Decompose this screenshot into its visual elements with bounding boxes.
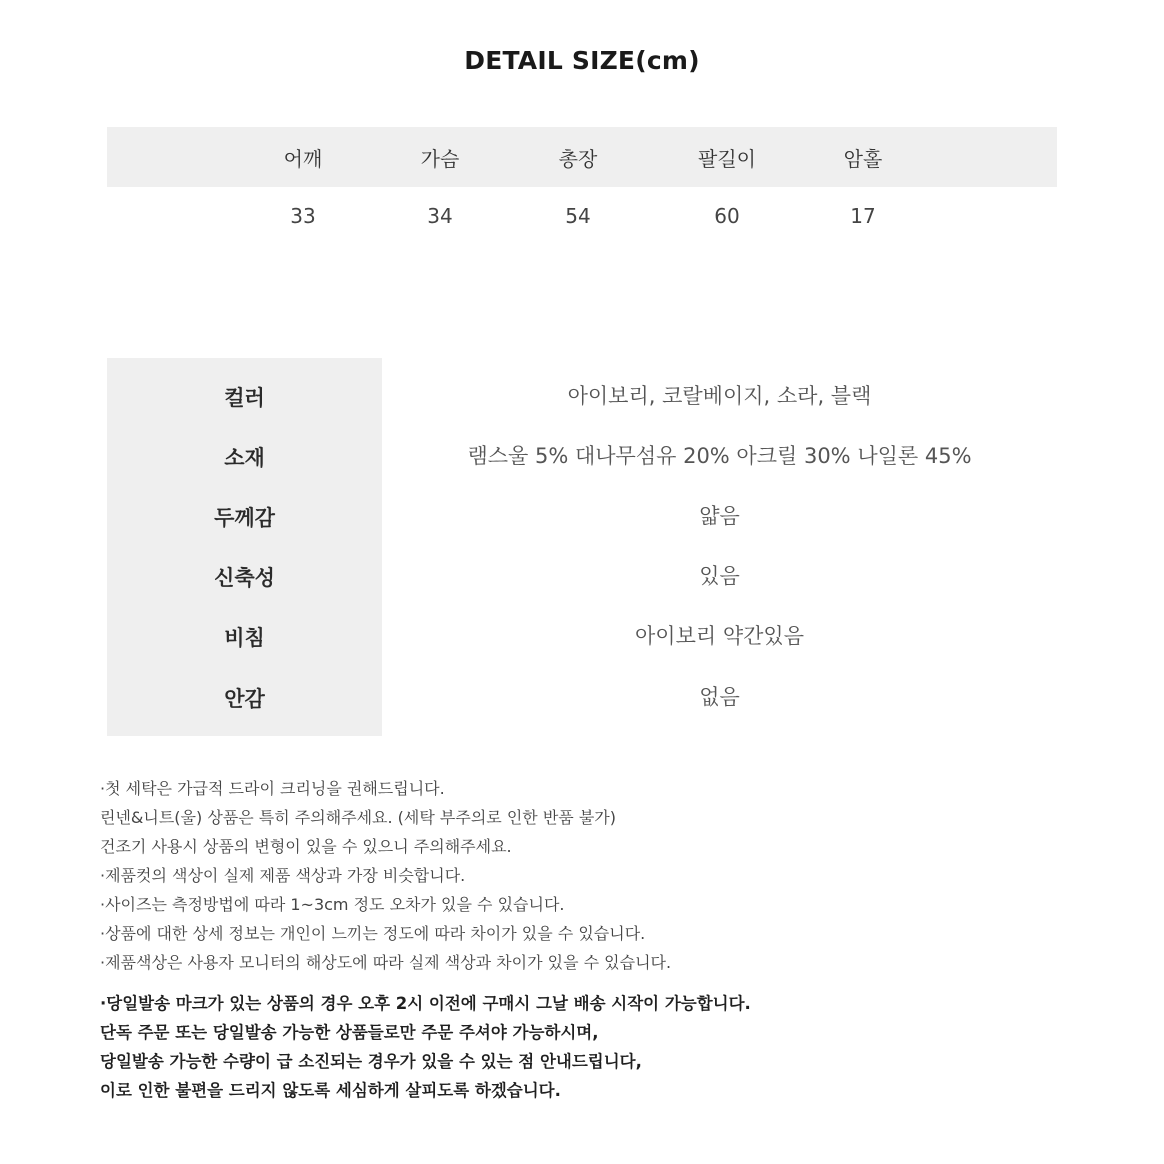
spec-value-stretch: 있음 <box>699 564 740 588</box>
care-note: ·제품컷의 색상이 실제 제품 색상과 가장 비슷합니다. <box>100 866 466 885</box>
spec-label-thickness: 두께감 <box>214 506 275 530</box>
size-header-shoulder: 어깨 <box>283 147 323 171</box>
size-value-chest: 34 <box>427 204 453 228</box>
page-title: DETAIL SIZE(cm) <box>464 46 700 75</box>
shipping-note: 당일발송 가능한 수량이 급 소진되는 경우가 있을 수 있는 점 안내드립니다, <box>100 1052 642 1071</box>
care-note: 건조기 사용시 상품의 변형이 있을 수 있으니 주의해주세요. <box>100 837 512 856</box>
spec-value-sheerness: 아이보리 약간있음 <box>635 624 804 648</box>
spec-label-sheerness: 비침 <box>224 626 265 650</box>
care-note: ·제품색상은 사용자 모니터의 해상도에 따라 실제 색상과 차이가 있을 수 있습니다. <box>100 953 672 972</box>
care-note: ·사이즈는 측정방법에 따라 1~3cm 정도 오차가 있을 수 있습니다. <box>100 895 565 914</box>
size-value-armhole: 17 <box>850 204 876 228</box>
care-note: ·상품에 대한 상세 정보는 개인이 느끼는 정도에 따라 차이가 있을 수 있습니다. <box>100 924 646 943</box>
shipping-note: 이로 인한 불편을 드리지 않도록 세심하게 살피도록 하겠습니다. <box>100 1081 561 1100</box>
size-header-chest: 가슴 <box>420 147 460 171</box>
size-header-length: 총장 <box>558 147 598 171</box>
care-note: 린넨&니트(울) 상품은 특히 주의해주세요. (세탁 부주의로 인한 반품 불가) <box>100 808 616 827</box>
shipping-note: ·당일발송 마크가 있는 상품의 경우 오후 2시 이전에 구매시 그날 배송 시작이 가능합니다. <box>100 994 751 1013</box>
size-header-armhole: 암홀 <box>843 147 883 171</box>
size-value-shoulder: 33 <box>290 204 316 228</box>
size-value-sleeve: 60 <box>714 204 740 228</box>
spec-label-material: 소재 <box>224 446 265 470</box>
spec-label-color: 컬러 <box>224 386 265 410</box>
spec-value-lining: 없음 <box>699 685 740 709</box>
spec-value-color: 아이보리, 코랄베이지, 소라, 블랙 <box>567 384 872 408</box>
shipping-note: 단독 주문 또는 당일발송 가능한 상품들로만 주문 주셔야 가능하시며, <box>100 1023 599 1042</box>
spec-value-thickness: 얇음 <box>699 504 740 528</box>
spec-value-material: 램스울 5% 대나무섬유 20% 아크릴 30% 나일론 45% <box>467 444 972 468</box>
care-note: ·첫 세탁은 가급적 드라이 크리닝을 권해드립니다. <box>100 779 445 798</box>
spec-label-column <box>107 358 382 736</box>
size-header-sleeve: 팔길이 <box>698 147 756 171</box>
spec-label-lining: 안감 <box>224 687 265 711</box>
spec-label-stretch: 신축성 <box>214 566 275 590</box>
size-value-length: 54 <box>565 204 591 228</box>
